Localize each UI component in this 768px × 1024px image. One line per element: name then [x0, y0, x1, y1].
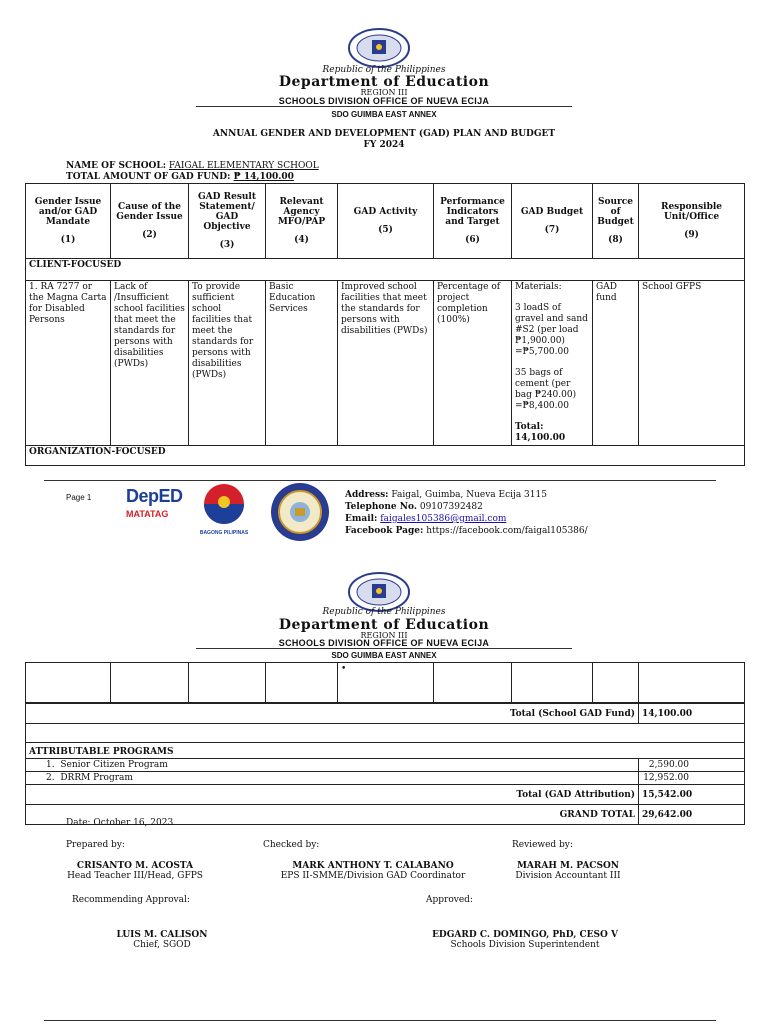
grand-total-value: 29,642.00 [639, 805, 745, 825]
budget-total-label: Total: [515, 422, 544, 432]
total-attr-label: Total (GAD Attribution) [26, 785, 639, 805]
gad-plan-table [25, 183, 745, 466]
budget-gravel: 3 loadS of gravel and sand #S2 (per load ₱1,900.00) =₱5,700.00 [515, 303, 588, 357]
reviewed-block [488, 861, 648, 881]
republic-text: Republic of the Philippines [322, 607, 446, 617]
page-number: Page 1 [66, 493, 92, 502]
email-label: Email: [345, 514, 378, 524]
header-divider [196, 106, 572, 107]
recommending-title: Chief, SGOD [133, 940, 191, 950]
program-name: Senior Citizen Program [60, 760, 168, 770]
source-cell: GAD fund [593, 281, 639, 446]
program-row [26, 759, 745, 772]
deped-seal-icon [348, 28, 410, 68]
recommending-name: LUIS M. CALISON [116, 930, 208, 940]
unit-cell: School GFPS [639, 281, 745, 446]
recommending-block [70, 930, 254, 950]
fund-label: TOTAL AMOUNT OF GAD FUND: [66, 172, 231, 182]
org-focused-label: ORGANIZATION-FOCUSED [26, 446, 745, 466]
budget-cell [512, 281, 593, 446]
bullet-cell: • [338, 663, 434, 703]
gad-continuation-table [25, 662, 745, 703]
bottom-divider [44, 1020, 716, 1021]
sdo-text: SDO GUIMBA EAST ANNEX [331, 651, 437, 660]
approved-block [400, 930, 650, 950]
program-num: 2. [46, 773, 55, 783]
activity-cell: Improved school facilities that meet the standards for persons with disabilities (PWDs) [338, 281, 434, 446]
column-header: Cause of the Gender Issue (2) [111, 184, 189, 259]
checked-title: EPS II-SMME/Division GAD Coordinator [280, 871, 466, 881]
spacer-row [26, 724, 745, 743]
prepared-title: Head Teacher III/Head, GFPS [67, 871, 203, 881]
column-header: Performance Indicators and Target (6) [434, 184, 512, 259]
division-text: SCHOOLS DIVISION OFFICE OF NUEVA ECIJA [278, 638, 490, 648]
mandate-cell: 1. RA 7277 or the Magna Carta for Disabled Persons [26, 281, 111, 446]
deped-logo-text: DepED [126, 486, 183, 506]
bagong-pilipinas-icon [196, 482, 252, 526]
fy-text: FY 2024 [363, 140, 405, 150]
budget-cement: 35 bags of cement (per bag ₱240.00) =₱8,400.00 [515, 368, 577, 411]
approved-title: Schools Division Superintendent [450, 940, 600, 950]
objective-cell: To provide sufficient school facilities that meet the standards for persons with disabilities (PWDs) [189, 281, 266, 446]
checked-block [268, 861, 478, 881]
total-school-label: Total (School GAD Fund) [26, 704, 639, 724]
total-school-value: 14,100.00 [639, 704, 745, 724]
column-header: GAD Activity (5) [338, 184, 434, 259]
program-name: DRRM Program [60, 773, 133, 783]
column-header: GAD Result Statement/ GAD Objective (3) [189, 184, 266, 259]
matatag-text: MATATAG [126, 509, 169, 519]
fund-amount: ₱ 14,100.00 [233, 172, 294, 182]
facebook-value: https://facebook.com/faigal105386/ [426, 526, 588, 536]
table-row [26, 281, 745, 446]
total-attr-value: 15,542.00 [639, 785, 745, 805]
program-row [26, 772, 745, 785]
column-header: Relevant Agency MFO/PAP (4) [266, 184, 338, 259]
column-header: Gender Issue and/or GAD Mandate (1) [26, 184, 111, 259]
column-header: Source of Budget (8) [593, 184, 639, 259]
footer-divider [44, 480, 716, 481]
recommending-label: Recommending Approval: [72, 895, 190, 905]
school-seal-icon [270, 482, 330, 542]
region-text: REGION III [360, 631, 408, 640]
date-text: Date: October 16, 2023 [66, 818, 174, 828]
school-name: FAIGAL ELEMENTARY SCHOOL [168, 161, 319, 171]
bagong-pilipinas-logo [196, 482, 252, 538]
column-header: GAD Budget (7) [512, 184, 593, 259]
header-divider [196, 648, 572, 649]
prepared-block [40, 861, 230, 881]
address-line [345, 489, 588, 501]
table-header-row [26, 184, 745, 259]
prepared-label: Prepared by: [66, 840, 125, 850]
reviewed-name: MARAH M. PACSON [516, 861, 620, 871]
facebook-label: Facebook Page: [345, 526, 424, 536]
deped-matatag-logo [126, 486, 186, 536]
program-num: 1. [46, 760, 55, 770]
total-attr-row [26, 785, 745, 805]
contact-block [345, 489, 588, 537]
grand-total-label: GRAND TOTAL [26, 805, 639, 825]
division-text: SCHOOLS DIVISION OFFICE OF NUEVA ECIJA [278, 96, 490, 106]
total-school-row [26, 704, 745, 724]
department-text: Department of Education [278, 74, 490, 90]
department-text: Department of Education [278, 617, 490, 633]
column-header: Responsible Unit/Office (9) [639, 184, 745, 259]
facebook-line [345, 525, 588, 537]
attributable-label: ATTRIBUTABLE PROGRAMS [26, 743, 745, 759]
cause-cell: Lack of /Insufficient school facilities that meet the standards for persons with disabilities (PWDs) [111, 281, 189, 446]
section-row [26, 446, 745, 466]
bagong-text: BAGONG PILIPINAS [199, 530, 249, 536]
address-label: Address: [345, 490, 389, 500]
budget-materials: Materials: [515, 282, 562, 292]
client-focused-label: CLIENT-FOCUSED [26, 259, 745, 281]
school-label: NAME OF SCHOOL: [66, 161, 167, 171]
deped-seal-icon [348, 572, 410, 612]
email-link[interactable]: faigales105386@gmail.com [380, 514, 507, 524]
program-amount: 2,590.00 [639, 759, 745, 772]
address-value: Faigal, Guimba, Nueva Ecija 3115 [391, 490, 547, 500]
approved-label: Approved: [426, 895, 473, 905]
phone-label: Telephone No. [345, 502, 417, 512]
totals-table [25, 703, 745, 825]
table-row [26, 663, 745, 703]
region-text: REGION III [360, 88, 408, 97]
phone-line [345, 501, 588, 513]
section-row [26, 259, 745, 281]
approved-name: EDGARD C. DOMINGO, PhD, CESO V [432, 930, 618, 940]
prepared-name: CRISANTO M. ACOSTA [76, 861, 194, 871]
reviewed-title: Division Accountant III [515, 871, 621, 881]
plan-title: ANNUAL GENDER AND DEVELOPMENT (GAD) PLAN AND BUDGET [212, 129, 556, 139]
mfo-cell: Basic Education Services [266, 281, 338, 446]
email-line [345, 513, 588, 525]
republic-text: Republic of the Philippines [322, 65, 446, 75]
school-line [66, 161, 319, 171]
reviewed-label: Reviewed by: [512, 840, 573, 850]
program-amount: 12,952.00 [639, 772, 745, 785]
checked-name: MARK ANTHONY T. CALABANO [292, 861, 454, 871]
budget-total: 14,100.00 [515, 433, 566, 443]
indicator-cell: Percentage of project completion (100%) [434, 281, 512, 446]
fund-line [66, 172, 294, 182]
attributable-row [26, 743, 745, 759]
sdo-text: SDO GUIMBA EAST ANNEX [331, 110, 437, 119]
checked-label: Checked by: [263, 840, 320, 850]
phone-value: 09107392482 [419, 502, 483, 512]
